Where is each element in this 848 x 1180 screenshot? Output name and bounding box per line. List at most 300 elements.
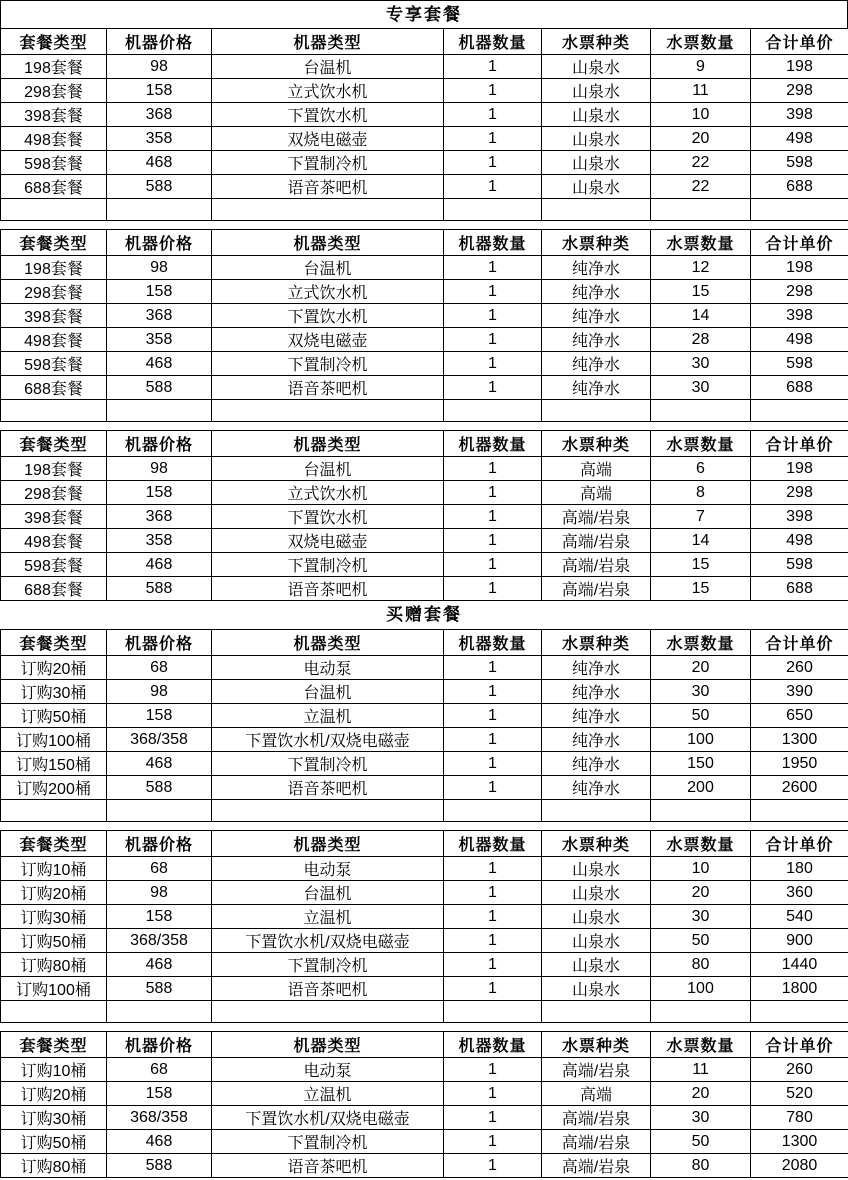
table-cell: 1 — [444, 304, 542, 328]
table-cell: 下置制冷机 — [212, 953, 444, 977]
table-cell: 10 — [651, 857, 751, 881]
buy-gift-packages-table-purified-water — [0, 629, 848, 822]
table-cell: 1 — [444, 752, 542, 776]
table-cell: 语音茶吧机 — [212, 1154, 444, 1178]
column-header: 机器数量 — [444, 630, 542, 656]
table-row — [1, 857, 848, 881]
table-cell: 20 — [651, 127, 751, 151]
table-row — [1, 728, 848, 752]
table-cell: 1 — [444, 881, 542, 905]
table-cell: 1 — [444, 55, 542, 79]
table-cell: 7 — [651, 505, 751, 529]
table-cell: 158 — [107, 481, 212, 505]
table-cell: 双烧电磁壶 — [212, 529, 444, 553]
table-cell: 立温机 — [212, 905, 444, 929]
column-header: 机器数量 — [444, 1032, 542, 1058]
table-cell: 2600 — [751, 776, 848, 800]
column-header: 水票数量 — [651, 831, 751, 857]
column-header: 机器价格 — [107, 29, 212, 55]
table-cell: 纯净水 — [542, 376, 651, 400]
table-cell: 1 — [444, 680, 542, 704]
buy-gift-packages-table-premium — [0, 1031, 848, 1178]
table-cell: 1300 — [751, 728, 848, 752]
column-header: 合计单价 — [751, 230, 848, 256]
table-cell: 1 — [444, 1130, 542, 1154]
table-cell: 纯净水 — [542, 704, 651, 728]
column-header: 水票数量 — [651, 431, 751, 457]
table-cell: 立式饮水机 — [212, 79, 444, 103]
table-cell: 368/358 — [107, 929, 212, 953]
table-cell: 1 — [444, 457, 542, 481]
table-cell: 语音茶吧机 — [212, 577, 444, 601]
table-cell: 498 — [751, 529, 848, 553]
column-header: 合计单价 — [751, 431, 848, 457]
table-cell: 368/358 — [107, 1106, 212, 1130]
table-cell: 电动泵 — [212, 1058, 444, 1082]
table-row — [1, 55, 848, 79]
table-cell: 下置饮水机 — [212, 505, 444, 529]
table-cell: 598套餐 — [1, 553, 107, 577]
table-row — [1, 328, 848, 352]
table-cell: 780 — [751, 1106, 848, 1130]
table-cell: 纯净水 — [542, 728, 651, 752]
table-row — [1, 953, 848, 977]
column-header: 水票种类 — [542, 1032, 651, 1058]
table-cell: 298套餐 — [1, 280, 107, 304]
table-cell: 150 — [651, 752, 751, 776]
table-cell: 598套餐 — [1, 151, 107, 175]
table-cell: 山泉水 — [542, 953, 651, 977]
table-cell: 1 — [444, 953, 542, 977]
table-cell: 20 — [651, 881, 751, 905]
table-cell: 598套餐 — [1, 352, 107, 376]
table-cell: 订购100桶 — [1, 728, 107, 752]
table-cell: 山泉水 — [542, 79, 651, 103]
table-cell: 14 — [651, 529, 751, 553]
table-cell: 398套餐 — [1, 505, 107, 529]
table-cell: 高端/岩泉 — [542, 1058, 651, 1082]
column-header: 套餐类型 — [1, 831, 107, 857]
table-row — [1, 752, 848, 776]
blank-cell — [542, 1001, 651, 1023]
table-cell: 纯净水 — [542, 328, 651, 352]
table-row — [1, 79, 848, 103]
table-cell: 1 — [444, 929, 542, 953]
table-cell: 高端/岩泉 — [542, 1106, 651, 1130]
table-cell: 30 — [651, 1106, 751, 1130]
table-cell: 588 — [107, 977, 212, 1001]
buy-gift-packages-table-mountain-spring — [0, 830, 848, 1023]
table-cell: 498套餐 — [1, 127, 107, 151]
table-cell: 100 — [651, 977, 751, 1001]
table-cell: 28 — [651, 328, 751, 352]
table-row — [1, 1082, 848, 1106]
table-cell: 下置制冷机 — [212, 352, 444, 376]
table-cell: 纯净水 — [542, 256, 651, 280]
table-cell: 520 — [751, 1082, 848, 1106]
table-cell: 1300 — [751, 1130, 848, 1154]
blank-cell — [444, 800, 542, 822]
table-cell: 山泉水 — [542, 151, 651, 175]
table-cell: 纯净水 — [542, 352, 651, 376]
blank-cell — [212, 199, 444, 221]
table-row — [1, 127, 848, 151]
table-row — [1, 103, 848, 127]
table-cell: 390 — [751, 680, 848, 704]
table-cell: 688 — [751, 175, 848, 199]
column-header: 机器数量 — [444, 831, 542, 857]
table-cell: 订购150桶 — [1, 752, 107, 776]
column-header: 机器价格 — [107, 831, 212, 857]
column-header: 机器数量 — [444, 431, 542, 457]
column-header: 水票数量 — [651, 630, 751, 656]
table-cell: 台温机 — [212, 256, 444, 280]
column-header: 机器类型 — [212, 230, 444, 256]
table-cell: 订购20桶 — [1, 656, 107, 680]
table-cell: 1 — [444, 376, 542, 400]
table-cell: 688套餐 — [1, 577, 107, 601]
table-cell: 语音茶吧机 — [212, 977, 444, 1001]
table-cell: 368 — [107, 103, 212, 127]
table-cell: 11 — [651, 79, 751, 103]
section-title-exclusive-packages: 专享套餐 — [0, 0, 848, 28]
table-cell: 高端 — [542, 481, 651, 505]
table-cell: 立温机 — [212, 1082, 444, 1106]
table-row — [1, 680, 848, 704]
table-cell: 358 — [107, 127, 212, 151]
column-header: 套餐类型 — [1, 1032, 107, 1058]
blank-cell — [212, 1001, 444, 1023]
table-cell: 398套餐 — [1, 103, 107, 127]
blank-cell — [542, 800, 651, 822]
table-cell: 6 — [651, 457, 751, 481]
blank-spacer-row — [1, 800, 848, 822]
table-cell: 订购80桶 — [1, 1154, 107, 1178]
table-cell: 98 — [107, 55, 212, 79]
table-cell: 498套餐 — [1, 529, 107, 553]
blank-cell — [107, 400, 212, 422]
blank-cell — [1, 1001, 107, 1023]
table-cell: 80 — [651, 953, 751, 977]
table-cell: 山泉水 — [542, 103, 651, 127]
table-cell: 电动泵 — [212, 656, 444, 680]
table-cell: 订购30桶 — [1, 905, 107, 929]
table-cell: 68 — [107, 1058, 212, 1082]
table-cell: 1 — [444, 256, 542, 280]
table-cell: 588 — [107, 1154, 212, 1178]
exclusive-packages-table-premium — [0, 430, 848, 601]
header-row — [1, 230, 848, 256]
table-cell: 1 — [444, 352, 542, 376]
column-header: 机器价格 — [107, 431, 212, 457]
table-cell: 50 — [651, 1130, 751, 1154]
table-cell: 11 — [651, 1058, 751, 1082]
table-cell: 1 — [444, 656, 542, 680]
table-cell: 高端/岩泉 — [542, 1154, 651, 1178]
table-cell: 298套餐 — [1, 79, 107, 103]
table-cell: 180 — [751, 857, 848, 881]
blank-cell — [212, 800, 444, 822]
table-cell: 语音茶吧机 — [212, 776, 444, 800]
table-cell: 588 — [107, 175, 212, 199]
table-cell: 158 — [107, 1082, 212, 1106]
table-cell: 纯净水 — [542, 280, 651, 304]
table-cell: 高端/岩泉 — [542, 505, 651, 529]
table-cell: 山泉水 — [542, 175, 651, 199]
blank-cell — [444, 199, 542, 221]
table-cell: 订购50桶 — [1, 1130, 107, 1154]
blank-cell — [651, 199, 751, 221]
table-cell: 15 — [651, 577, 751, 601]
table-cell: 1 — [444, 553, 542, 577]
table-cell: 1 — [444, 505, 542, 529]
table-cell: 1 — [444, 704, 542, 728]
table-cell: 山泉水 — [542, 127, 651, 151]
table-cell: 订购100桶 — [1, 977, 107, 1001]
table-row — [1, 1130, 848, 1154]
table-cell: 山泉水 — [542, 977, 651, 1001]
blank-cell — [542, 400, 651, 422]
table-cell: 540 — [751, 905, 848, 929]
table-cell: 高端/岩泉 — [542, 529, 651, 553]
column-header: 水票种类 — [542, 630, 651, 656]
table-cell: 下置饮水机 — [212, 103, 444, 127]
table-cell: 588 — [107, 776, 212, 800]
table-row — [1, 151, 848, 175]
table-cell: 1950 — [751, 752, 848, 776]
table-cell: 1 — [444, 175, 542, 199]
table-cell: 98 — [107, 256, 212, 280]
table-cell: 98 — [107, 881, 212, 905]
table-row — [1, 280, 848, 304]
table-cell: 山泉水 — [542, 55, 651, 79]
table-cell: 358 — [107, 328, 212, 352]
table-cell: 22 — [651, 175, 751, 199]
column-header: 水票数量 — [651, 1032, 751, 1058]
blank-cell — [651, 800, 751, 822]
table-cell: 台温机 — [212, 55, 444, 79]
table-cell: 纯净水 — [542, 776, 651, 800]
table-row — [1, 352, 848, 376]
table-cell: 598 — [751, 151, 848, 175]
column-header: 水票种类 — [542, 230, 651, 256]
table-cell: 158 — [107, 704, 212, 728]
table-row — [1, 1058, 848, 1082]
column-header: 套餐类型 — [1, 431, 107, 457]
table-cell: 468 — [107, 553, 212, 577]
table-cell: 订购80桶 — [1, 953, 107, 977]
table-cell: 14 — [651, 304, 751, 328]
table-cell: 468 — [107, 352, 212, 376]
blank-cell — [651, 1001, 751, 1023]
table-cell: 台温机 — [212, 881, 444, 905]
blank-cell — [107, 199, 212, 221]
table-cell: 30 — [651, 376, 751, 400]
table-row — [1, 704, 848, 728]
column-header: 套餐类型 — [1, 230, 107, 256]
table-cell: 650 — [751, 704, 848, 728]
table-cell: 588 — [107, 376, 212, 400]
table-cell: 398 — [751, 103, 848, 127]
table-cell: 68 — [107, 857, 212, 881]
table-cell: 298套餐 — [1, 481, 107, 505]
table-cell: 688套餐 — [1, 175, 107, 199]
table-cell: 1 — [444, 1106, 542, 1130]
column-header: 合计单价 — [751, 831, 848, 857]
blank-cell — [444, 1001, 542, 1023]
table-cell: 198 — [751, 457, 848, 481]
table-row — [1, 256, 848, 280]
table-row — [1, 175, 848, 199]
column-header: 合计单价 — [751, 1032, 848, 1058]
table-cell: 下置饮水机 — [212, 304, 444, 328]
column-header: 水票种类 — [542, 831, 651, 857]
table-cell: 1 — [444, 905, 542, 929]
table-row — [1, 553, 848, 577]
column-header: 套餐类型 — [1, 29, 107, 55]
table-cell: 高端/岩泉 — [542, 553, 651, 577]
table-cell: 158 — [107, 905, 212, 929]
table-cell: 1 — [444, 1082, 542, 1106]
table-cell: 50 — [651, 704, 751, 728]
table-cell: 1 — [444, 151, 542, 175]
blank-cell — [751, 800, 848, 822]
table-cell: 订购30桶 — [1, 1106, 107, 1130]
column-header: 机器类型 — [212, 29, 444, 55]
table-cell: 20 — [651, 1082, 751, 1106]
table-cell: 下置制冷机 — [212, 752, 444, 776]
column-header: 机器类型 — [212, 831, 444, 857]
table-cell: 1 — [444, 728, 542, 752]
table-row — [1, 881, 848, 905]
table-cell: 1800 — [751, 977, 848, 1001]
table-cell: 15 — [651, 553, 751, 577]
table-cell: 198套餐 — [1, 55, 107, 79]
table-row — [1, 376, 848, 400]
column-header: 机器数量 — [444, 230, 542, 256]
table-row — [1, 776, 848, 800]
column-header: 合计单价 — [751, 630, 848, 656]
table-cell: 368 — [107, 304, 212, 328]
table-cell: 1440 — [751, 953, 848, 977]
table-cell: 98 — [107, 680, 212, 704]
exclusive-packages-table-purified-water — [0, 229, 848, 422]
table-cell: 50 — [651, 929, 751, 953]
column-header: 水票种类 — [542, 29, 651, 55]
blank-cell — [444, 400, 542, 422]
table-cell: 订购50桶 — [1, 704, 107, 728]
table-cell: 1 — [444, 103, 542, 127]
table-cell: 198 — [751, 55, 848, 79]
table-cell: 298 — [751, 481, 848, 505]
table-cell: 1 — [444, 776, 542, 800]
table-cell: 订购10桶 — [1, 1058, 107, 1082]
table-cell: 368 — [107, 505, 212, 529]
table-cell: 纯净水 — [542, 656, 651, 680]
table-cell: 山泉水 — [542, 905, 651, 929]
table-cell: 368/358 — [107, 728, 212, 752]
table-cell: 订购200桶 — [1, 776, 107, 800]
header-row — [1, 831, 848, 857]
table-cell: 468 — [107, 752, 212, 776]
blank-cell — [1, 800, 107, 822]
column-header: 机器价格 — [107, 630, 212, 656]
table-cell: 立温机 — [212, 704, 444, 728]
table-cell: 双烧电磁壶 — [212, 127, 444, 151]
blank-cell — [1, 199, 107, 221]
table-row — [1, 505, 848, 529]
table-cell: 1 — [444, 481, 542, 505]
column-header: 机器类型 — [212, 1032, 444, 1058]
column-header: 机器数量 — [444, 29, 542, 55]
table-cell: 订购20桶 — [1, 881, 107, 905]
blank-spacer-row — [1, 1001, 848, 1023]
table-cell: 30 — [651, 905, 751, 929]
table-cell: 498 — [751, 328, 848, 352]
table-cell: 198 — [751, 256, 848, 280]
table-row — [1, 577, 848, 601]
table-cell: 598 — [751, 553, 848, 577]
table-cell: 高端 — [542, 1082, 651, 1106]
table-cell: 下置饮水机/双烧电磁壶 — [212, 1106, 444, 1130]
table-cell: 1 — [444, 977, 542, 1001]
table-cell: 1 — [444, 529, 542, 553]
table-row — [1, 481, 848, 505]
table-row — [1, 304, 848, 328]
table-cell: 高端 — [542, 457, 651, 481]
table-cell: 纯净水 — [542, 680, 651, 704]
table-cell: 398套餐 — [1, 304, 107, 328]
table-cell: 高端/岩泉 — [542, 1130, 651, 1154]
table-cell: 下置饮水机/双烧电磁壶 — [212, 728, 444, 752]
table-cell: 立式饮水机 — [212, 280, 444, 304]
table-cell: 688 — [751, 577, 848, 601]
table-cell: 1 — [444, 1058, 542, 1082]
table-cell: 100 — [651, 728, 751, 752]
header-row — [1, 630, 848, 656]
table-cell: 30 — [651, 352, 751, 376]
table-row — [1, 656, 848, 680]
table-cell: 200 — [651, 776, 751, 800]
table-cell: 双烧电磁壶 — [212, 328, 444, 352]
table-cell: 下置制冷机 — [212, 151, 444, 175]
table-cell: 198套餐 — [1, 256, 107, 280]
header-row — [1, 29, 848, 55]
column-header: 水票数量 — [651, 230, 751, 256]
table-cell: 468 — [107, 151, 212, 175]
table-cell: 订购20桶 — [1, 1082, 107, 1106]
table-cell: 纯净水 — [542, 752, 651, 776]
table-cell: 语音茶吧机 — [212, 376, 444, 400]
table-cell: 1 — [444, 127, 542, 151]
table-cell: 1 — [444, 328, 542, 352]
table-cell: 158 — [107, 280, 212, 304]
column-header: 水票种类 — [542, 431, 651, 457]
table-row — [1, 457, 848, 481]
table-cell: 22 — [651, 151, 751, 175]
blank-cell — [107, 1001, 212, 1023]
table-cell: 纯净水 — [542, 304, 651, 328]
column-header: 水票数量 — [651, 29, 751, 55]
table-cell: 498套餐 — [1, 328, 107, 352]
table-cell: 68 — [107, 656, 212, 680]
table-cell: 8 — [651, 481, 751, 505]
column-header: 机器类型 — [212, 431, 444, 457]
table-cell: 398 — [751, 505, 848, 529]
table-cell: 260 — [751, 656, 848, 680]
table-cell: 山泉水 — [542, 881, 651, 905]
table-cell: 688 — [751, 376, 848, 400]
